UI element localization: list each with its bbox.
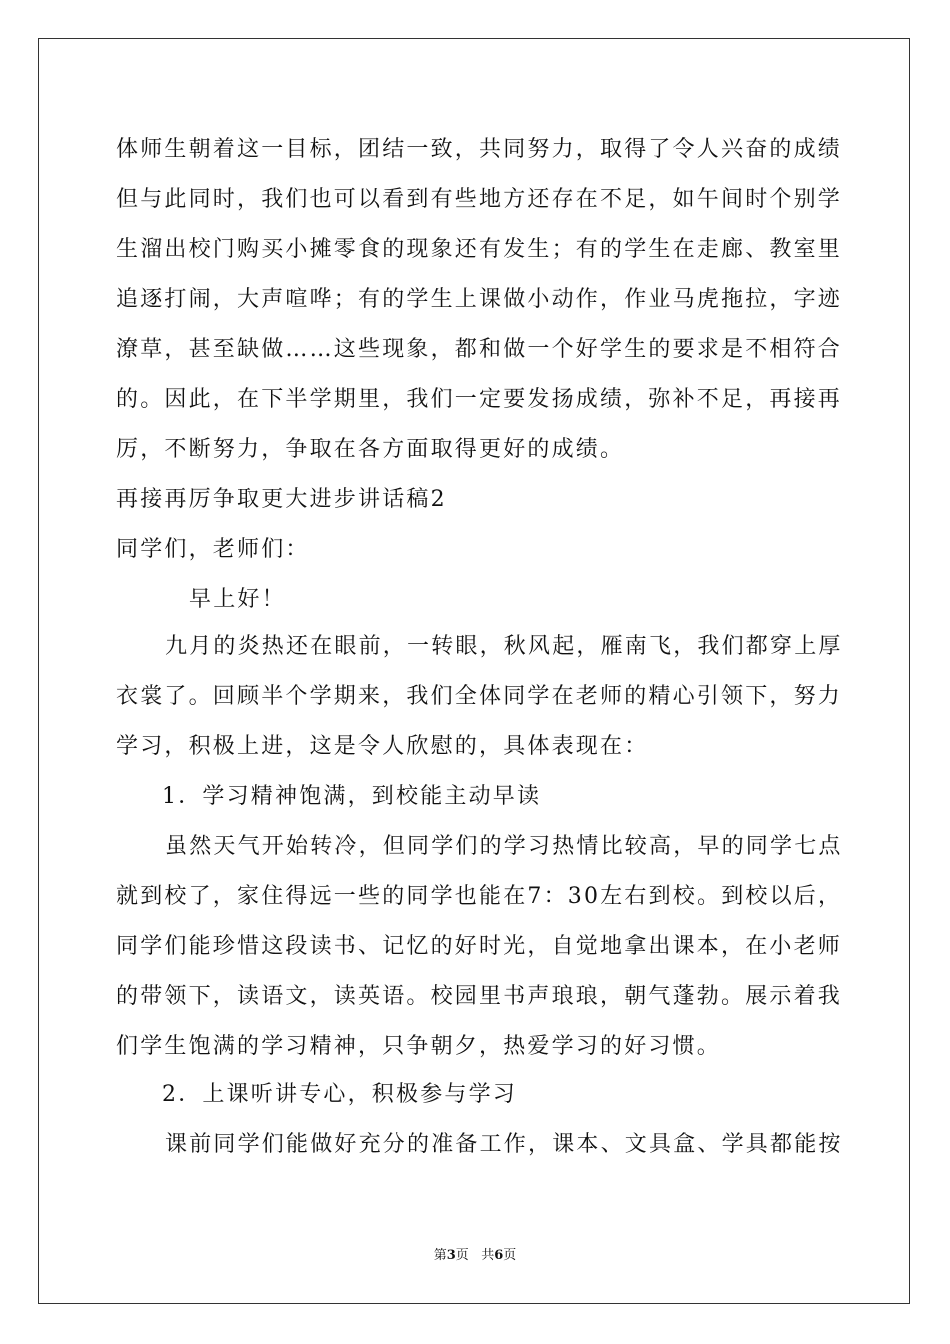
text-line: 生溜出校门购买小摊零食的现象还有发生；有的学生在走廊、教室里 [116, 237, 843, 262]
salutation: 同学们，老师们： [116, 537, 310, 562]
page-number: 3 [446, 1248, 456, 1263]
page-footer [0, 1247, 950, 1265]
text-line: 学习，积极上进，这是令人欣慰的，具体表现在： [116, 734, 649, 759]
text-line: 们学生饱满的学习精神，只争朝夕，热爱学习的好习惯。 [116, 1034, 722, 1059]
text-line: 就到校了，家住得远一些的同学也能在7：30左右到校。到校以后， [116, 884, 843, 909]
paragraph-first-line: 课前同学们能做好充分的准备工作，课本、文具盒、学具都能按 [165, 1132, 843, 1157]
text-line: 厉，不断努力，争取在各方面取得更好的成绩。 [116, 437, 625, 462]
numbered-heading: 2．上课听讲专心，积极参与学习 [162, 1082, 517, 1107]
text-line: 的。因此，在下半学期里，我们一定要发扬成绩，弥补不足，再接再 [116, 387, 843, 412]
text-line: 的带领下，读语文，读英语。校园里书声琅琅，朝气蓬勃。展示着我 [116, 984, 843, 1009]
text-line: 追逐打闹，大声喧哗；有的学生上课做小动作，作业马虎拖拉，字迹 [116, 287, 843, 312]
total-prefix: 共 [481, 1248, 495, 1263]
paragraph-first-line: 九月的炎热还在眼前，一转眼，秋风起，雁南飞，我们都穿上厚 [165, 634, 843, 659]
numbered-heading: 1．学习精神饱满，到校能主动早读 [162, 784, 542, 809]
text-line: 体师生朝着这一目标，团结一致，共同努力，取得了令人兴奋的成绩 [116, 137, 843, 162]
page-prefix: 第 [433, 1248, 447, 1263]
greeting: 早上好！ [189, 587, 286, 612]
total-pages: 6 [494, 1248, 504, 1263]
page-border [38, 38, 910, 1304]
text-line: 但与此同时，我们也可以看到有些地方还存在不足，如午间时个别学 [116, 187, 843, 212]
page-suffix: 页 [455, 1248, 469, 1263]
text-line: 潦草，甚至缺做……这些现象，都和做一个好学生的要求是不相符合 [116, 337, 843, 362]
paragraph-first-line: 虽然天气开始转冷，但同学们的学习热情比较高，早的同学七点 [165, 834, 843, 859]
text-line: 衣裳了。回顾半个学期来，我们全体同学在老师的精心引领下，努力 [116, 684, 843, 709]
text-line: 同学们能珍惜这段读书、记忆的好时光，自觉地拿出课本，在小老师 [116, 934, 843, 959]
section-title: 再接再厉争取更大进步讲话稿2 [116, 487, 447, 512]
total-suffix: 页 [503, 1248, 517, 1263]
